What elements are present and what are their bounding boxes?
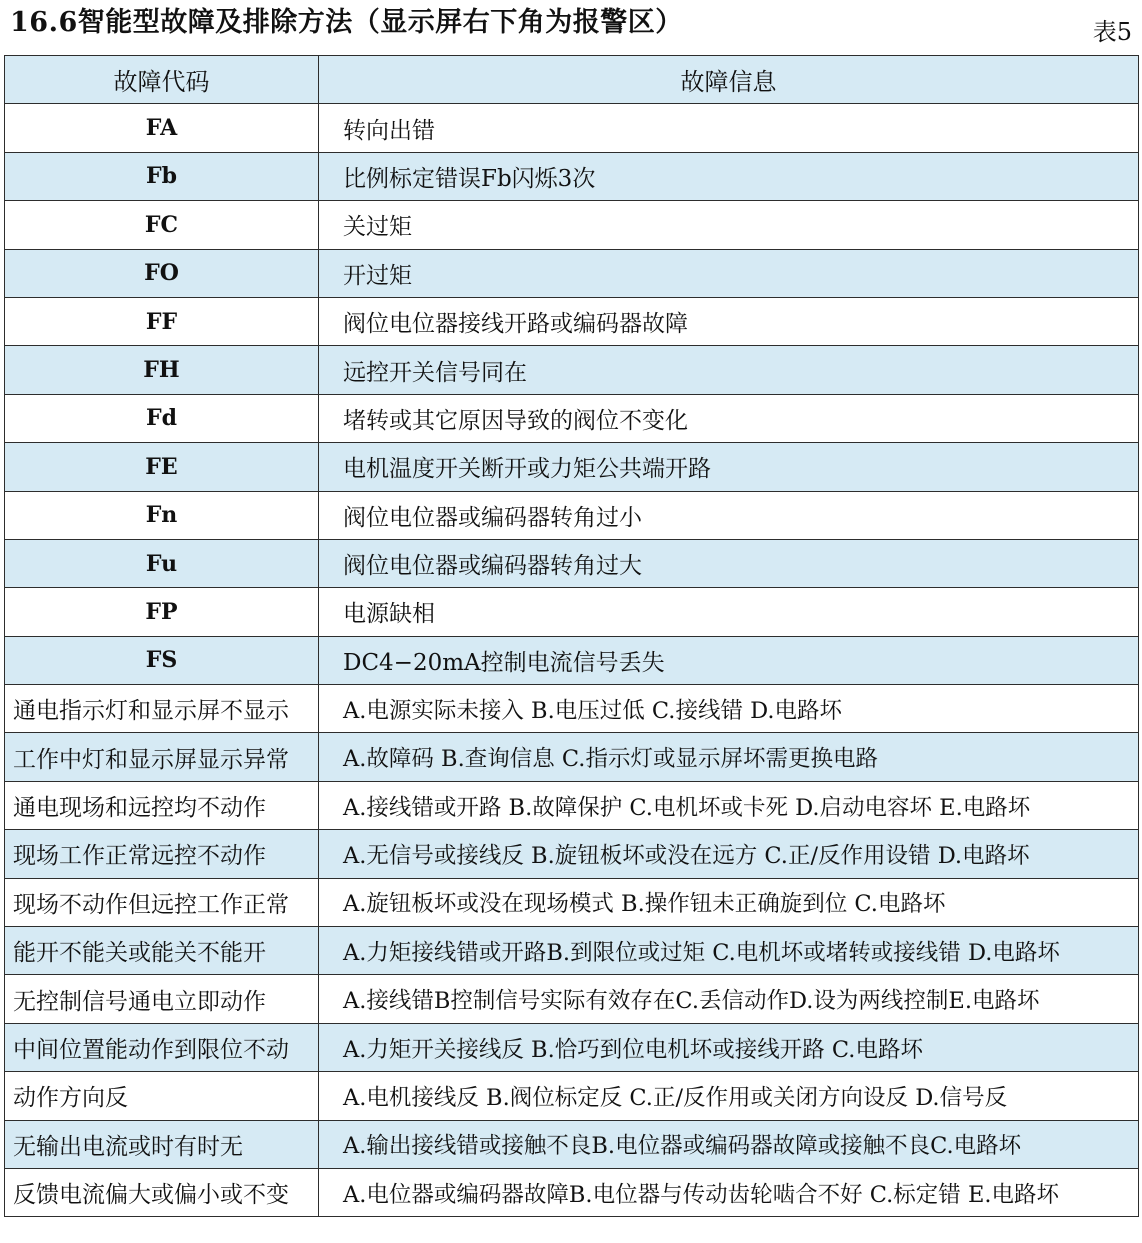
fault-info-cell: 阀位电位器或编码器转角过大 [319,539,1139,587]
symptom-cell: 动作方向反 [5,1072,319,1120]
cause-cell: A.力矩接线错或开路B.到限位或过矩 C.电机坏或堵转或接线错 D.电路坏 [319,927,1139,975]
table-row [5,733,1139,781]
table-row [5,346,1139,394]
table-row [5,443,1139,491]
fault-info-cell: 电机温度开关断开或力矩公共端开路 [319,443,1139,491]
symptom-cell: 现场不动作但远控工作正常 [5,878,319,926]
fault-code-cell: FE [5,443,319,491]
table-row [5,781,1139,829]
symptom-cell: 能开不能关或能关不能开 [5,927,319,975]
symptom-cell: 中间位置能动作到限位不动 [5,1023,319,1071]
fault-info-cell: 阀位电位器或编码器转角过小 [319,491,1139,539]
table-row [5,152,1139,200]
table-row [5,104,1139,152]
table-row [5,685,1139,733]
table-number-label: 表5 [1092,18,1132,46]
table-row [5,1072,1139,1120]
table-row [5,636,1139,684]
column-header-fault-code: 故障代码 [5,56,319,104]
fault-code-cell: FO [5,249,319,297]
cause-cell: A.接线错或开路 B.故障保护 C.电机坏或卡死 D.启动电容坏 E.电路坏 [319,781,1139,829]
table-row [5,297,1139,345]
table-row [5,539,1139,587]
cause-cell: A.无信号或接线反 B.旋钮板坏或没在远方 C.正/反作用设错 D.电路坏 [319,830,1139,878]
column-header-fault-info: 故障信息 [319,56,1139,104]
table-row [5,588,1139,636]
symptom-cell: 无控制信号通电立即动作 [5,975,319,1023]
table-row [5,975,1139,1023]
table-body [5,104,1139,1217]
fault-code-cell: FC [5,201,319,249]
cause-cell: A.力矩开关接线反 B.恰巧到位电机坏或接线开路 C.电路坏 [319,1023,1139,1071]
fault-code-cell: Fu [5,539,319,587]
page-title: 16.6智能型故障及排除方法（显示屏右下角为报警区） [10,7,683,38]
cause-cell: A.故障码 B.查询信息 C.指示灯或显示屏坏需更换电路 [319,733,1139,781]
table-row [5,830,1139,878]
fault-info-cell: 堵转或其它原因导致的阀位不变化 [319,394,1139,442]
cause-cell: A.电位器或编码器故障B.电位器与传动齿轮啮合不好 C.标定错 E.电路坏 [319,1168,1139,1216]
fault-code-cell: FP [5,588,319,636]
fault-info-cell: 远控开关信号同在 [319,346,1139,394]
symptom-cell: 反馈电流偏大或偏小或不变 [5,1168,319,1216]
fault-info-cell: DC4−20mA控制电流信号丢失 [319,636,1139,684]
table-row [5,394,1139,442]
table-header-row [5,56,1139,104]
symptom-cell: 通电指示灯和显示屏不显示 [5,685,319,733]
fault-table [4,55,1139,1217]
table-row [5,249,1139,297]
cause-cell: A.输出接线错或接触不良B.电位器或编码器故障或接触不良C.电路坏 [319,1120,1139,1168]
symptom-cell: 通电现场和远控均不动作 [5,781,319,829]
fault-info-cell: 电源缺相 [319,588,1139,636]
symptom-cell: 现场工作正常远控不动作 [5,830,319,878]
fault-code-cell: Fd [5,394,319,442]
fault-code-cell: FH [5,346,319,394]
symptom-cell: 工作中灯和显示屏显示异常 [5,733,319,781]
fault-info-cell: 转向出错 [319,104,1139,152]
fault-code-cell: Fb [5,152,319,200]
fault-code-cell: FS [5,636,319,684]
table-row [5,1168,1139,1216]
cause-cell: A.电源实际未接入 B.电压过低 C.接线错 D.电路坏 [319,685,1139,733]
table-row [5,878,1139,926]
table-row [5,491,1139,539]
fault-info-cell: 开过矩 [319,249,1139,297]
fault-code-cell: Fn [5,491,319,539]
table-row [5,1120,1139,1168]
symptom-cell: 无输出电流或时有时无 [5,1120,319,1168]
cause-cell: A.旋钮板坏或没在现场模式 B.操作钮未正确旋到位 C.电路坏 [319,878,1139,926]
fault-code-cell: FA [5,104,319,152]
fault-info-cell: 阀位电位器接线开路或编码器故障 [319,297,1139,345]
table-row [5,201,1139,249]
cause-cell: A.电机接线反 B.阀位标定反 C.正/反作用或关闭方向设反 D.信号反 [319,1072,1139,1120]
fault-info-cell: 比例标定错误Fb闪烁3次 [319,152,1139,200]
cause-cell: A.接线错B控制信号实际有效存在C.丢信动作D.设为两线控制E.电路坏 [319,975,1139,1023]
fault-info-cell: 关过矩 [319,201,1139,249]
fault-code-cell: FF [5,297,319,345]
table-row [5,1023,1139,1071]
table-row [5,927,1139,975]
